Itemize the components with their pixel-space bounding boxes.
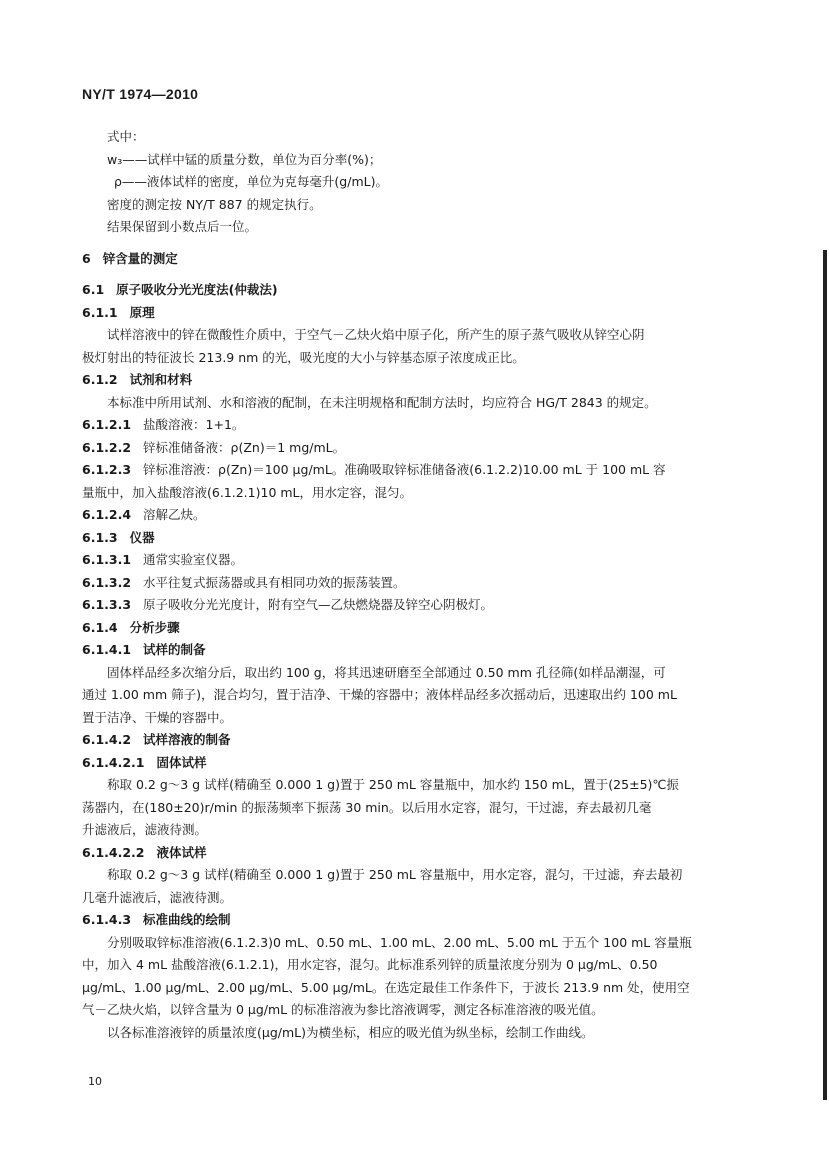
line-text: 称取 0.2 g～3 g 试样(精确至 0.000 1 g)置于 250 mL 容量瓶中，用水定容，混匀，干过滤，弃去最初 [107, 867, 683, 882]
section-number: 6.1.1 [82, 304, 118, 320]
line-text: 结果保留到小数点后一位。 [107, 219, 258, 234]
section-line [82, 369, 730, 392]
text-line [82, 392, 730, 415]
text-line [82, 216, 730, 239]
text-line [82, 819, 730, 842]
line-text: 置于洁净、干燥的容器中。 [82, 709, 233, 725]
line-text: ρ——液体试样的密度，单位为克每毫升(g/mL)。 [114, 174, 388, 189]
text-line [82, 797, 730, 820]
text-line [82, 887, 730, 910]
line-text: 原理 [129, 304, 155, 320]
section-number: 6.1.4.2 [82, 732, 132, 747]
line-text: 溶解乙炔。 [143, 507, 206, 522]
section-line [82, 437, 730, 460]
line-text: 锌标准储备液：ρ(Zn)＝1 mg/mL。 [143, 439, 346, 455]
text-line [82, 684, 730, 707]
section-number: 6.1.3.3 [82, 597, 132, 612]
section-line [82, 527, 730, 550]
section-line [82, 572, 730, 595]
section-line [82, 302, 730, 325]
section-line [82, 752, 730, 775]
text-line [82, 774, 730, 797]
text-line [82, 999, 730, 1022]
section-number: 6.1.4.3 [82, 912, 132, 927]
text-line [82, 864, 730, 887]
line-text: 密度的测定按 NY/T 887 的规定执行。 [107, 196, 322, 212]
standard-code-header: NY/T 1974—2010 [82, 86, 199, 102]
section-line [82, 594, 730, 617]
binding-edge-line [823, 250, 827, 1100]
line-text: 称取 0.2 g～3 g 试样(精确至 0.000 1 g)置于 250 mL 容量瓶中，加水约 150 mL，置于(25±5)℃振 [107, 777, 679, 792]
section-number: 6.1.4.2.1 [82, 754, 145, 770]
line-text: 试样溶液的制备 [143, 732, 231, 747]
section-number: 6.1.3.1 [82, 552, 132, 567]
section-number: 6.1 [82, 282, 105, 297]
page-number: 10 [88, 1075, 102, 1088]
line-text: 仪器 [129, 529, 155, 545]
line-text: 液体试样 [156, 844, 207, 860]
line-text: 通常实验室仪器。 [143, 552, 244, 567]
section-line [82, 279, 730, 302]
line-text: 中，加入 4 mL 盐酸溶液(6.1.2.1)，用水定容，混匀。此标准系列锌的质量浓度分别为 0 μg/mL、0.50 [82, 957, 658, 972]
line-text: w₃——试样中锰的质量分数，单位为百分率(%)； [107, 151, 382, 167]
text-line [82, 149, 730, 172]
line-text: 极灯射出的特征波长 213.9 nm 的光，吸光度的大小与锌基态原子浓度成正比。 [82, 349, 525, 365]
section-number: 6.1.2.4 [82, 507, 132, 522]
line-text: 气－乙炔火焰，以锌含量为 0 μg/mL 的标准溶液为参比溶液调零，测定各标准溶液的吸光值。 [82, 1002, 604, 1017]
line-text: 原子吸收分光光度法(仲裁法) [116, 282, 278, 297]
section-number: 6.1.4.1 [82, 642, 132, 657]
section-number: 6.1.2.3 [82, 462, 132, 477]
line-text: 以各标准溶液锌的质量浓度(μg/mL)为横坐标，相应的吸光值为纵坐标，绘制工作曲线。 [107, 1024, 594, 1040]
section-number: 6.1.2 [82, 372, 118, 387]
text-line [82, 954, 730, 977]
section-number: 6.1.4.2.2 [82, 844, 145, 860]
line-text: 锌标准溶液：ρ(Zn)＝100 μg/mL。准确吸取锌标准储备液(6.1.2.2)10.00 mL 于 100 mL 容 [143, 462, 666, 477]
section-number: 6.1.2.2 [82, 439, 132, 455]
text-line [82, 707, 730, 730]
line-text: 水平往复式振荡器或具有相同功效的振荡装置。 [143, 574, 406, 590]
text-line [82, 482, 730, 505]
text-line [82, 932, 730, 955]
line-text: 几毫升滤液后，滤液待测。 [82, 889, 233, 905]
line-text: 试样溶液中的锌在微酸性介质中，于空气－乙炔火焰中原子化，所产生的原子蒸气吸收从锌空心阴 [107, 327, 645, 342]
text-line [82, 171, 730, 194]
line-text: 标准曲线的绘制 [143, 912, 231, 927]
document-body [82, 126, 730, 1044]
section-line [82, 639, 730, 662]
section-line [82, 459, 730, 482]
section-number: 6.1.3 [82, 529, 118, 545]
line-text: 固体样品经多次缩分后，取出约 100 g，将其迅速研磨至全部通过 0.50 mm 孔径筛(如样品潮湿，可 [107, 664, 666, 680]
line-text: 升滤液后，滤液待测。 [82, 822, 208, 837]
line-text: 分别吸取锌标准溶液(6.1.2.3)0 mL、0.50 mL、1.00 mL、2.00 mL、5.00 mL 于五个 100 mL 容量瓶 [107, 934, 692, 950]
section-line [82, 549, 730, 572]
line-text: μg/mL、1.00 μg/mL、2.00 μg/mL、5.00 μg/mL。在选定最佳工作条件下，于波长 213.9 nm 处，使用空 [82, 979, 690, 995]
text-line [82, 1022, 730, 1045]
line-text: 试样的制备 [143, 642, 206, 657]
line-text: 通过 1.00 mm 筛子)，混合均匀，置于洁净、干燥的容器中；液体样品经多次摇动后，迅速取出约 100 mL [82, 687, 677, 702]
text-line [82, 977, 730, 1000]
section-line [82, 248, 730, 271]
section-line [82, 617, 730, 640]
line-text: 量瓶中，加入盐酸溶液(6.1.2.1)10 mL，用水定容，混匀。 [82, 484, 413, 500]
line-text: 原子吸收分光光度计，附有空气—乙炔燃烧器及锌空心阴极灯。 [143, 597, 494, 612]
line-text: 本标准中所用试剂、水和溶液的配制，在未注明规格和配制方法时，均应符合 HG/T 2843 的规定。 [107, 394, 657, 410]
section-number: 6.1.2.1 [82, 417, 132, 432]
line-text: 分析步骤 [129, 619, 180, 635]
line-text: 盐酸溶液：1+1。 [143, 417, 245, 432]
section-line [82, 414, 730, 437]
section-number: 6 [82, 250, 91, 266]
line-text: 试剂和材料 [129, 372, 193, 387]
text-line [82, 126, 730, 149]
line-text: 固体试样 [156, 754, 207, 770]
text-line [82, 347, 730, 370]
line-text: 荡器内，在(180±20)r/min 的振荡频率下振荡 30 min。以后用水定容，混匀，干过滤，弃去最初几毫 [82, 799, 652, 815]
section-line [82, 909, 730, 932]
text-line [82, 662, 730, 685]
line-text: 式中： [107, 129, 145, 144]
line-text: 锌含量的测定 [102, 250, 178, 266]
text-line [82, 324, 730, 347]
section-line [82, 842, 730, 865]
section-number: 6.1.3.2 [82, 574, 132, 590]
section-number: 6.1.4 [82, 619, 118, 635]
section-line [82, 504, 730, 527]
section-line [82, 729, 730, 752]
text-line [82, 194, 730, 217]
